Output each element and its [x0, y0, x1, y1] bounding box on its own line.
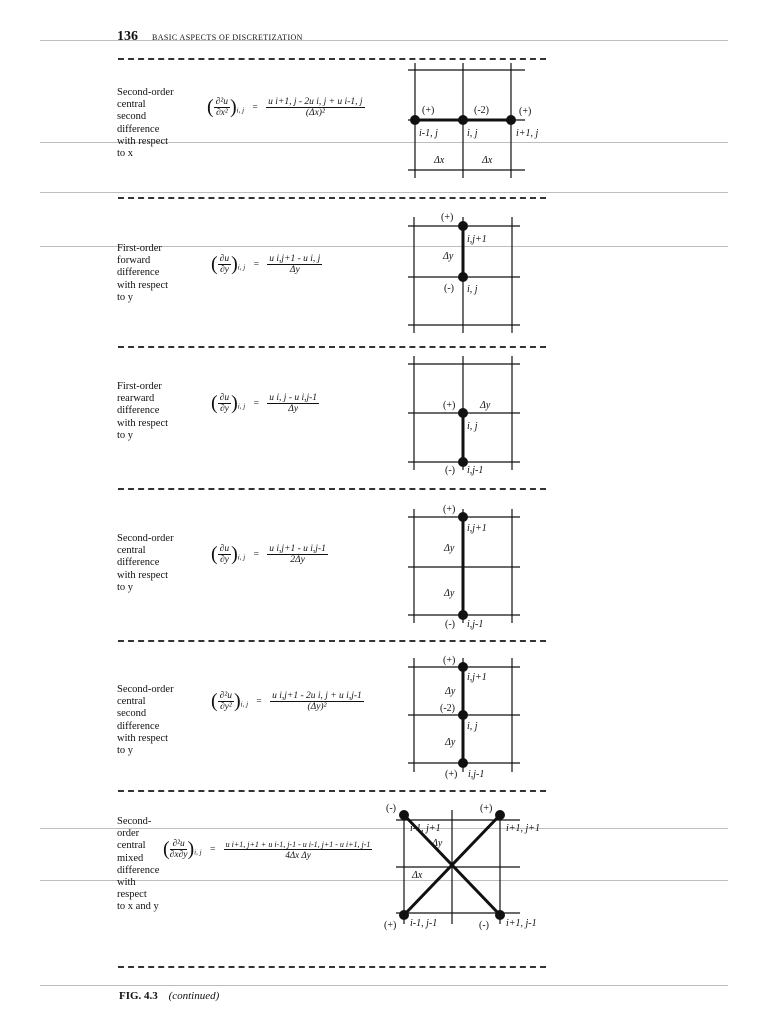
svg-text:i, j: i, j — [467, 128, 478, 139]
row-label: First-order forward difference with respect to y — [117, 243, 169, 303]
svg-text:i+1, j-1: i+1, j-1 — [506, 918, 537, 929]
svg-text:(+): (+) — [480, 803, 493, 814]
figure-note: (continued) — [168, 990, 220, 1002]
svg-text:i,j+1: i,j+1 — [467, 523, 487, 534]
svg-text:Δx: Δx — [482, 155, 493, 166]
grid-node — [458, 221, 468, 231]
difference-formula: ( $\frac{\partial u}{\partial y}$ )$_{i, j}$ = $\frac{\text{u i, j - u i,j-1}}{\Delta y}$ — [211, 392, 318, 414]
svg-text:i-1, j: i-1, j — [419, 128, 438, 139]
difference-formula: ( $\frac{\text{∂²u}}{\partial x\partial y}$ )$_{i, j}$ = $\frac{\text{u i+1, j+1 + u i-1, j-1 - u i-1, j+1 - u i+1, j-1}}{\text{4Δx Δy}}$ — [163, 838, 371, 860]
dashed-separator — [118, 790, 546, 792]
svg-text:(+): (+) — [422, 105, 435, 116]
svg-text:Δy: Δy — [480, 400, 491, 411]
svg-text:Δx: Δx — [434, 155, 445, 166]
svg-text:(+): (+) — [443, 400, 456, 411]
grid-node — [458, 512, 468, 522]
svg-text:(-): (-) — [445, 465, 455, 476]
svg-text:Δy: Δy — [444, 588, 455, 599]
grid-node — [458, 662, 468, 672]
svg-text:i+1, j: i+1, j — [516, 128, 539, 139]
svg-text:(-): (-) — [479, 920, 489, 931]
divider-line — [40, 192, 728, 193]
svg-text:(+): (+) — [445, 769, 458, 780]
grid-node — [506, 115, 516, 125]
svg-text:(-): (-) — [386, 803, 396, 814]
header-rule — [40, 40, 728, 41]
svg-text:i,j-1: i,j-1 — [467, 619, 484, 630]
row-label: Second-order central difference with respect to y — [117, 533, 174, 593]
svg-text:i,j-1: i,j-1 — [467, 465, 484, 476]
running-title: BASIC ASPECTS OF DISCRETIZATION — [152, 33, 303, 42]
grid-node — [458, 272, 468, 282]
svg-text:i, j: i, j — [467, 284, 478, 295]
svg-text:Δy: Δy — [444, 543, 455, 554]
stencil-diagram — [400, 352, 560, 482]
svg-text:Δy: Δy — [432, 838, 443, 849]
stencil-diagram — [400, 60, 560, 185]
stencil-diagram — [400, 205, 560, 335]
figure-caption — [119, 990, 219, 1002]
stencil-diagram — [400, 497, 560, 635]
svg-text:i+1, j+1: i+1, j+1 — [506, 823, 541, 834]
svg-text:Δx: Δx — [412, 870, 423, 881]
grid-node — [458, 408, 468, 418]
difference-formula: ( $\frac{\text{∂²u}}{\text{∂y²}}$ )$_{i, j}$ = $\frac{\text{u i,j+1 - 2u i, j + u i,j-1}}{\text{(Δy)²}}$ — [211, 690, 362, 712]
dashed-separator — [118, 197, 546, 199]
row-label: Second-order central second difference with respect to y — [117, 684, 174, 757]
svg-text:i,j-1: i,j-1 — [468, 769, 485, 780]
svg-text:(+): (+) — [443, 504, 456, 515]
grid-node — [399, 910, 409, 920]
svg-text:(+): (+) — [519, 106, 532, 117]
stencil-diagram — [400, 650, 560, 785]
page-number: 136 — [117, 29, 138, 44]
dashed-separator — [118, 966, 546, 968]
row-label: First-order rearward difference with respect to y — [117, 381, 169, 441]
grid-node — [458, 710, 468, 720]
grid-node — [495, 910, 505, 920]
dashed-separator — [118, 346, 546, 348]
svg-text:(-): (-) — [444, 283, 454, 294]
svg-text:(+): (+) — [443, 655, 456, 666]
dashed-separator — [118, 640, 546, 642]
svg-text:i, j: i, j — [467, 721, 478, 732]
dashed-separator — [118, 488, 546, 490]
row-label: Second-order central second difference with respect to x — [117, 87, 174, 160]
difference-formula: ( $\frac{\text{∂²u}}{\text{∂x²}}$ )$_{i, j}$ = $\frac{\text{u i+1, j - 2u i, j + u i-1, j}}{\text{(Δx)²}}$ — [207, 96, 363, 118]
grid-node — [495, 810, 505, 820]
figure-number: FIG. 4.3 — [119, 990, 158, 1002]
grid-node — [399, 810, 409, 820]
stencil-diagram — [380, 798, 560, 940]
svg-text:i,j+1: i,j+1 — [467, 234, 487, 245]
difference-formula: ( $\frac{\partial u}{\partial y}$ )$_{i, j}$ = $\frac{\text{u i,j+1 - u i,j-1}}{2\Delta y}$ — [211, 543, 326, 565]
divider-line — [40, 985, 728, 986]
svg-text:(+): (+) — [384, 920, 397, 931]
svg-text:Δy: Δy — [445, 686, 456, 697]
svg-text:i-1, j-1: i-1, j-1 — [410, 918, 438, 929]
svg-text:(-): (-) — [445, 619, 455, 630]
page-header — [117, 27, 303, 45]
svg-text:i,j+1: i,j+1 — [467, 672, 487, 683]
svg-text:(-2): (-2) — [440, 703, 455, 714]
svg-text:Δy: Δy — [443, 251, 454, 262]
row-label: Second- order central mixed difference with respect to x and y — [117, 816, 160, 913]
difference-formula: ( $\frac{\partial u}{\partial y}$ )$_{i, j}$ = $\frac{\text{u i,j+1 - u i, j}}{\Delta y}$ — [211, 253, 321, 275]
grid-node — [458, 115, 468, 125]
grid-node — [410, 115, 420, 125]
svg-text:i, j: i, j — [467, 421, 478, 432]
svg-text:i-1, j+1: i-1, j+1 — [410, 823, 441, 834]
svg-text:(+): (+) — [441, 212, 454, 223]
svg-text:(-2): (-2) — [474, 105, 489, 116]
svg-text:Δy: Δy — [445, 737, 456, 748]
grid-node — [458, 758, 468, 768]
